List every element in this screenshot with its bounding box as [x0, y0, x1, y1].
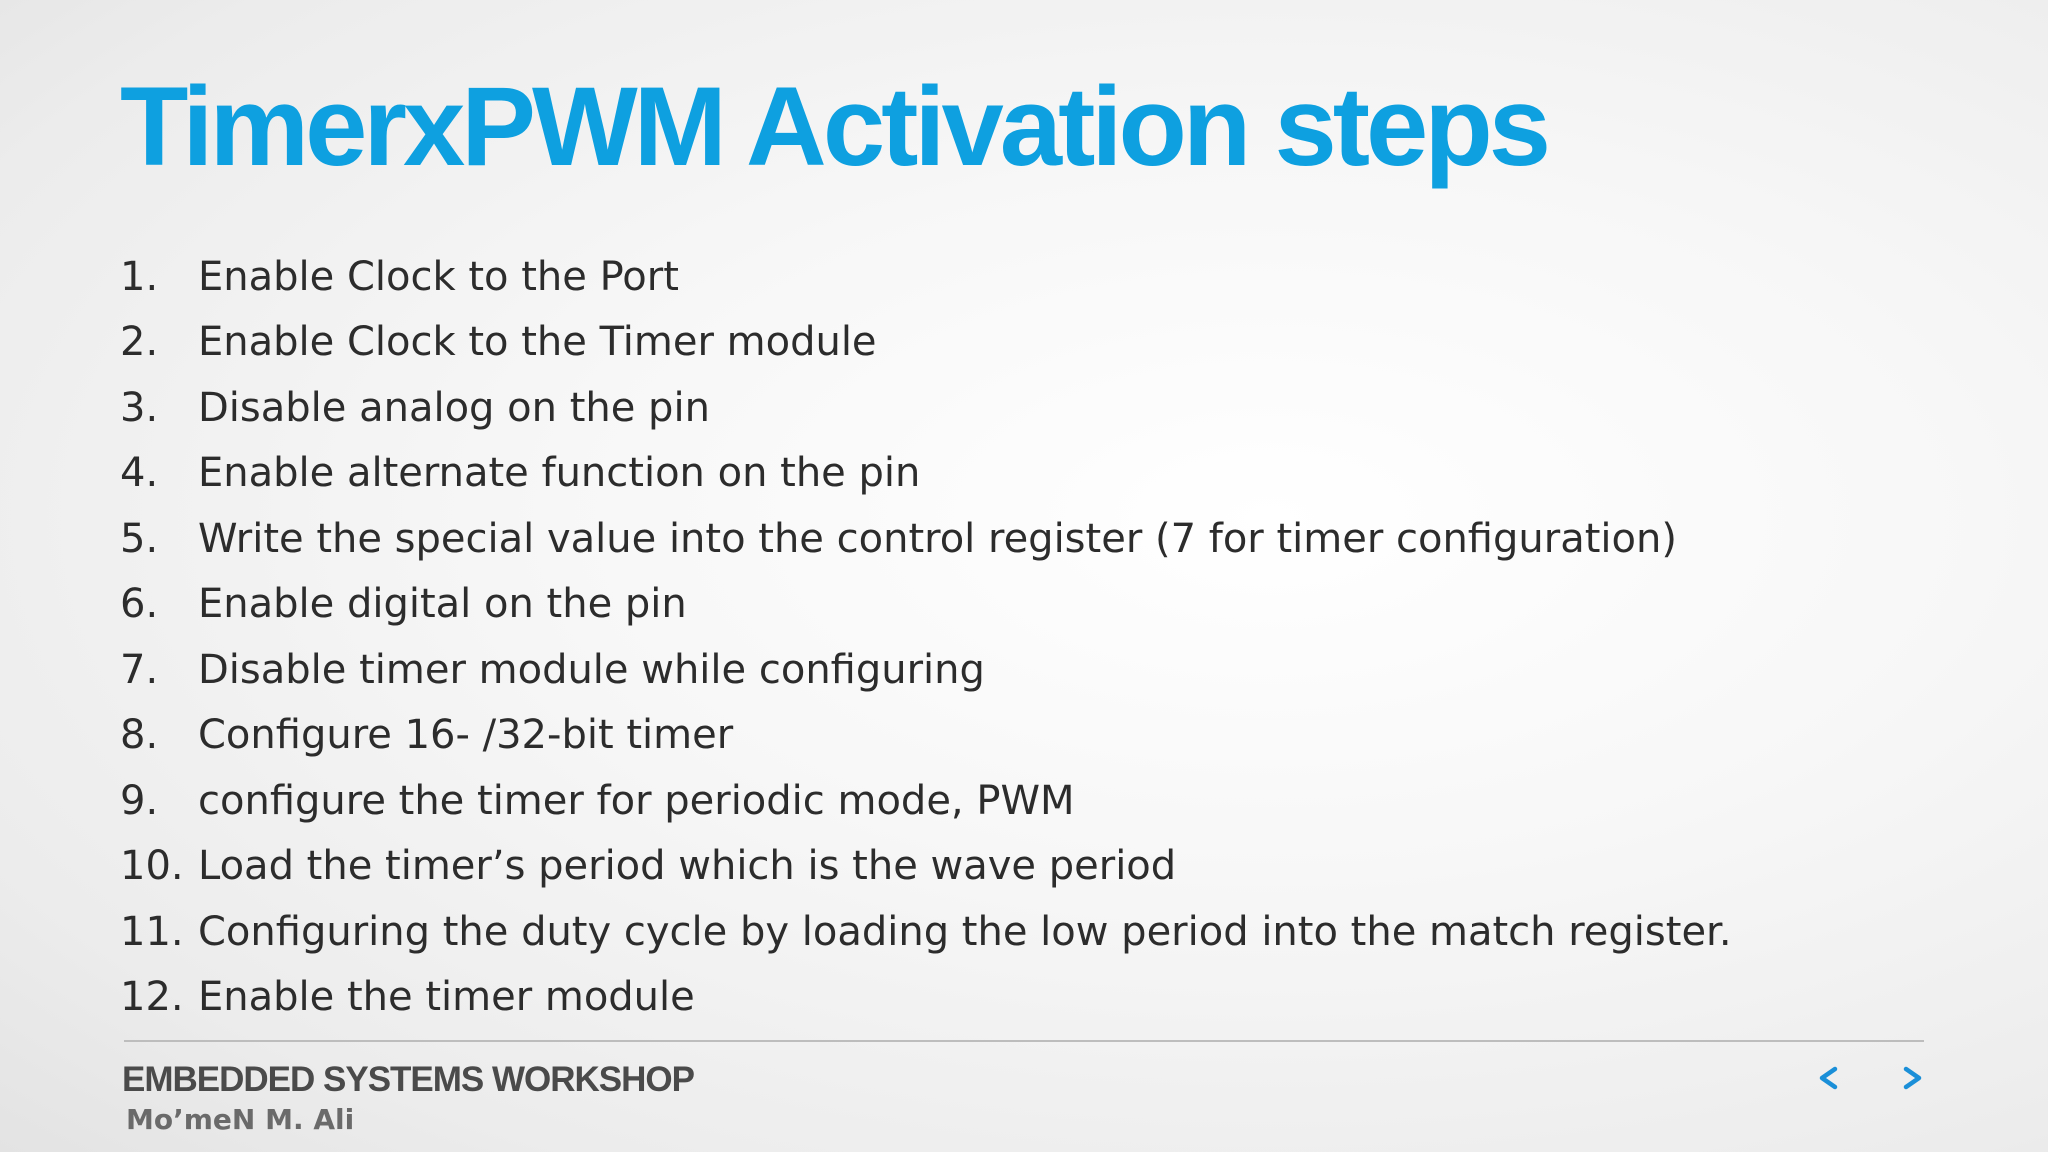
list-item: [120, 703, 1732, 769]
step-text: Configure 16- /32-bit timer: [198, 712, 734, 759]
chevron-left-icon: [1816, 1064, 1840, 1092]
list-item: [120, 441, 1732, 507]
step-number: 7.: [120, 646, 159, 693]
steps-list: [120, 244, 1732, 1030]
step-text: Enable the timer module: [198, 974, 695, 1021]
step-text: Enable alternate function on the pin: [198, 450, 921, 497]
step-number: 5.: [120, 515, 159, 562]
step-text: Disable timer module while configuring: [198, 646, 985, 693]
step-number: 6.: [120, 581, 159, 628]
step-text: Configuring the duty cycle by loading the low period into the match register.: [198, 908, 1732, 955]
next-slide-button[interactable]: [1893, 1058, 1933, 1098]
slide-title: TimerxPWM Activation steps: [120, 64, 1548, 189]
step-number: 2.: [120, 319, 159, 366]
step-number: 9.: [120, 777, 159, 824]
list-item: [120, 375, 1732, 441]
footer-author: Mo’meN M. Ali: [126, 1103, 355, 1136]
step-number: 1.: [120, 253, 159, 300]
step-number: 4.: [120, 450, 159, 497]
step-number: 10.: [120, 843, 184, 890]
list-item: [120, 834, 1732, 900]
step-number: 8.: [120, 712, 159, 759]
step-text: Enable Clock to the Timer module: [198, 319, 877, 366]
step-text: configure the timer for periodic mode, PWM: [198, 777, 1075, 824]
list-item: [120, 310, 1732, 376]
previous-slide-button[interactable]: [1808, 1058, 1848, 1098]
step-text: Enable Clock to the Port: [198, 253, 679, 300]
list-item: [120, 899, 1732, 965]
list-item: [120, 637, 1732, 703]
step-number: 3.: [120, 384, 159, 431]
footer-title: EMBEDDED SYSTEMS WORKSHOP: [122, 1060, 694, 1099]
step-text: Enable digital on the pin: [198, 581, 687, 628]
chevron-right-icon: [1901, 1064, 1925, 1092]
step-text: Load the timer’s period which is the wave period: [198, 843, 1177, 890]
list-item: [120, 506, 1732, 572]
step-number: 12.: [120, 974, 184, 1021]
list-item: [120, 965, 1732, 1031]
step-number: 11.: [120, 908, 184, 955]
list-item: [120, 572, 1732, 638]
step-text: Disable analog on the pin: [198, 384, 710, 431]
list-item: [120, 768, 1732, 834]
list-item: [120, 244, 1732, 310]
footer-divider: [124, 1040, 1924, 1042]
step-text: Write the special value into the control register (7 for timer configuration): [198, 515, 1677, 562]
